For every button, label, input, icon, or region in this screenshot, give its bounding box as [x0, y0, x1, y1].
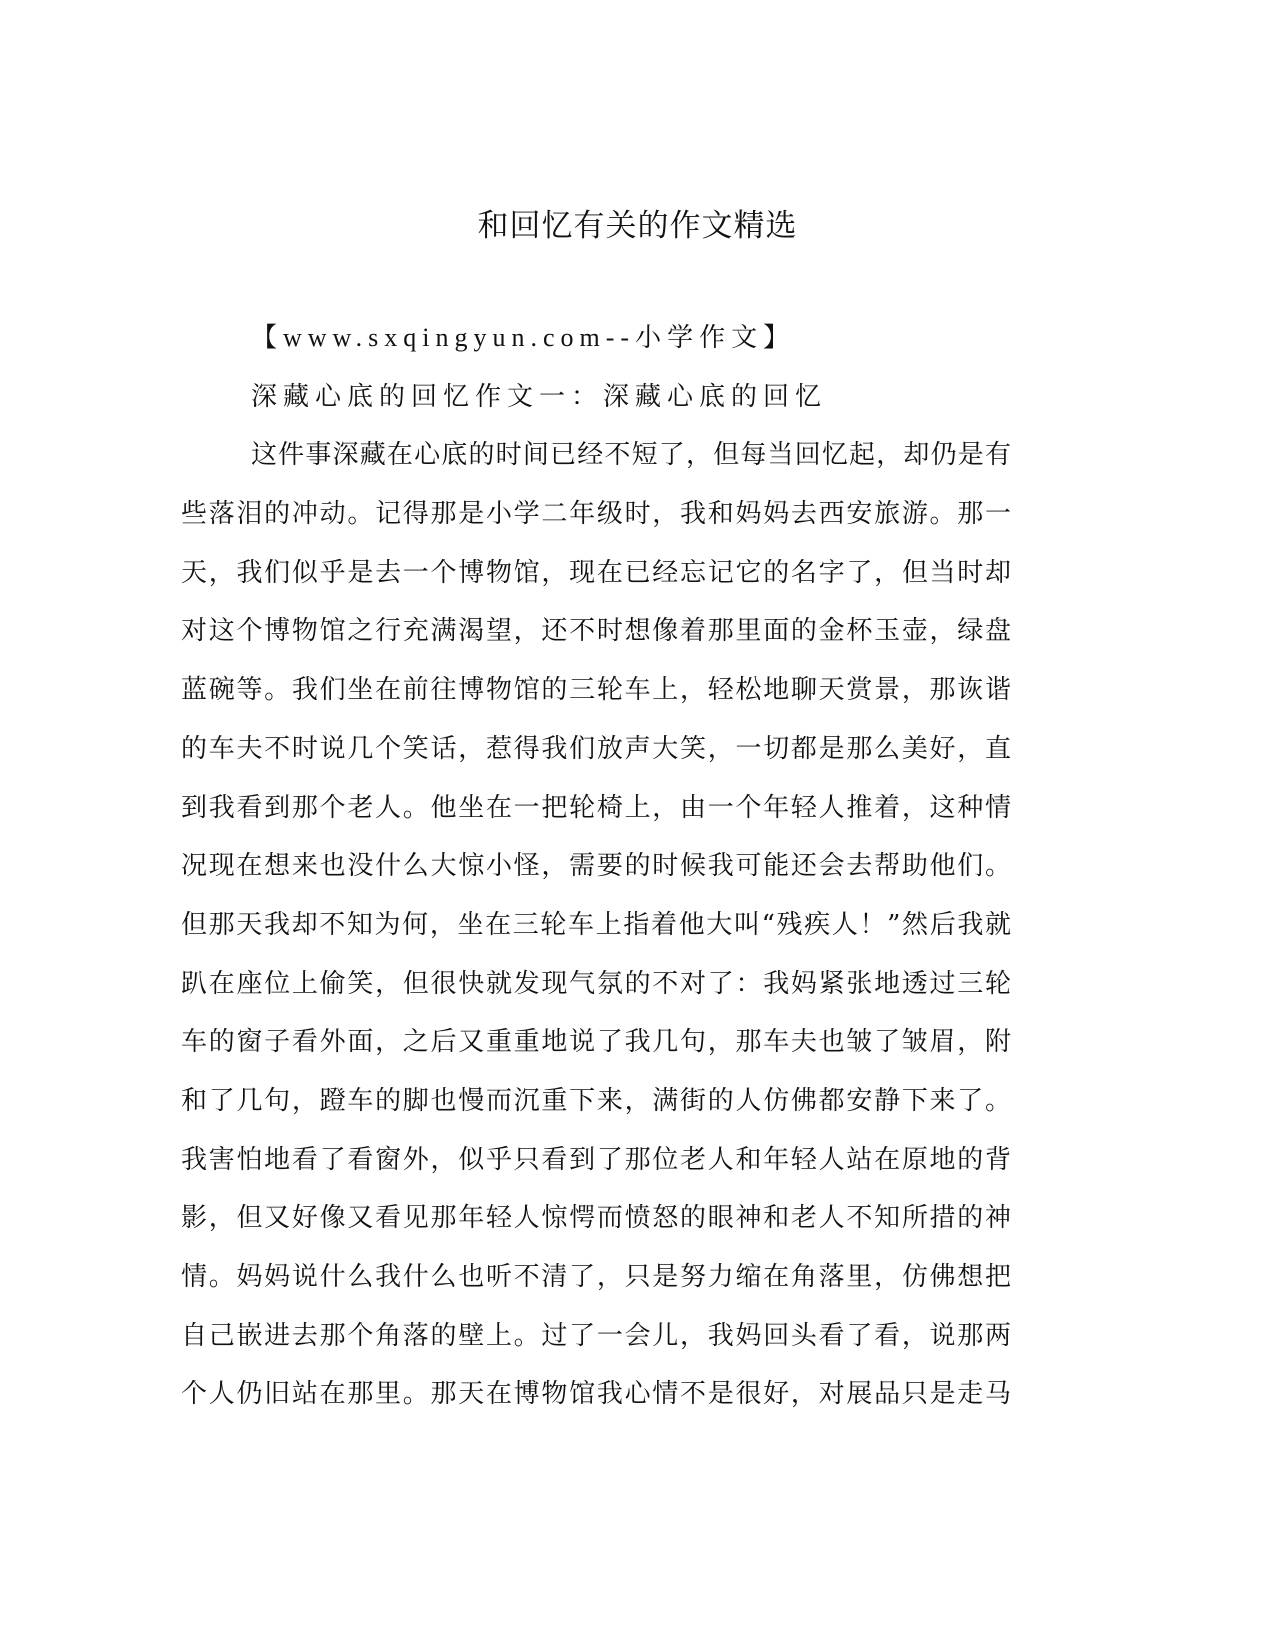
paragraph-line: 但那天我却不知为何，坐在三轮车上指着他大叫“残疾人！”然后我就 [181, 909, 1011, 940]
paragraph-line: 到我看到那个老人。他坐在一把轮椅上，由一个年轻人推着，这种情 [181, 792, 1011, 823]
source-tag: 【www.sxqingyun.com--小学作文】 [251, 323, 796, 352]
paragraph-line: 和了几句，蹬车的脚也慢而沉重下来，满街的人仿佛都安静下来了。 [181, 1085, 1011, 1116]
paragraph-line: 蓝碗等。我们坐在前往博物馆的三轮车上，轻松地聊天赏景，那诙谐 [181, 675, 1011, 706]
paragraph-line: 影，但又好像又看见那年轻人惊愕而愤怒的眼神和老人不知所措的神 [181, 1203, 1011, 1234]
paragraph-line: 对这个博物馆之行充满渴望，还不时想像着那里面的金杯玉壶，绿盘 [181, 616, 1011, 647]
paragraph-line: 些落泪的冲动。记得那是小学二年级时，我和妈妈去西安旅游。那一 [181, 499, 1011, 530]
paragraph-line: 个人仍旧站在那里。那天在博物馆我心情不是很好，对展品只是走马 [181, 1379, 1011, 1410]
document-title: 和回忆有关的作文精选 [477, 208, 798, 244]
document-body [181, 309, 1011, 1424]
paragraph-line: 趴在座位上偷笑，但很快就发现气氛的不对了：我妈紧张地透过三轮 [181, 968, 1011, 999]
paragraph-line: 这件事深藏在心底的时间已经不短了，但每当回忆起，却仍是有 [251, 440, 1011, 471]
paragraph-line: 的车夫不时说几个笑话，惹得我们放声大笑，一切都是那么美好，直 [181, 733, 1011, 764]
paragraph-line: 自己嵌进去那个角落的壁上。过了一会儿，我妈回头看了看，说那两 [181, 1320, 1011, 1351]
paragraph-line: 天，我们似乎是去一个博物馆，现在已经忘记它的名字了，但当时却 [181, 557, 1011, 588]
paragraph-line: 车的窗子看外面，之后又重重地说了我几句，那车夫也皱了皱眉，附 [181, 1027, 1011, 1058]
essay-subtitle: 深藏心底的回忆作文一：深藏心底的回忆 [251, 381, 828, 412]
paragraph-line: 我害怕地看了看窗外，似乎只看到了那位老人和年轻人站在原地的背 [181, 1144, 1011, 1175]
paragraph-line: 情。妈妈说什么我什么也听不清了，只是努力缩在角落里，仿佛想把 [181, 1262, 1011, 1292]
paragraph-line: 况现在想来也没什么大惊小怪，需要的时候我可能还会去帮助他们。 [181, 851, 1011, 882]
